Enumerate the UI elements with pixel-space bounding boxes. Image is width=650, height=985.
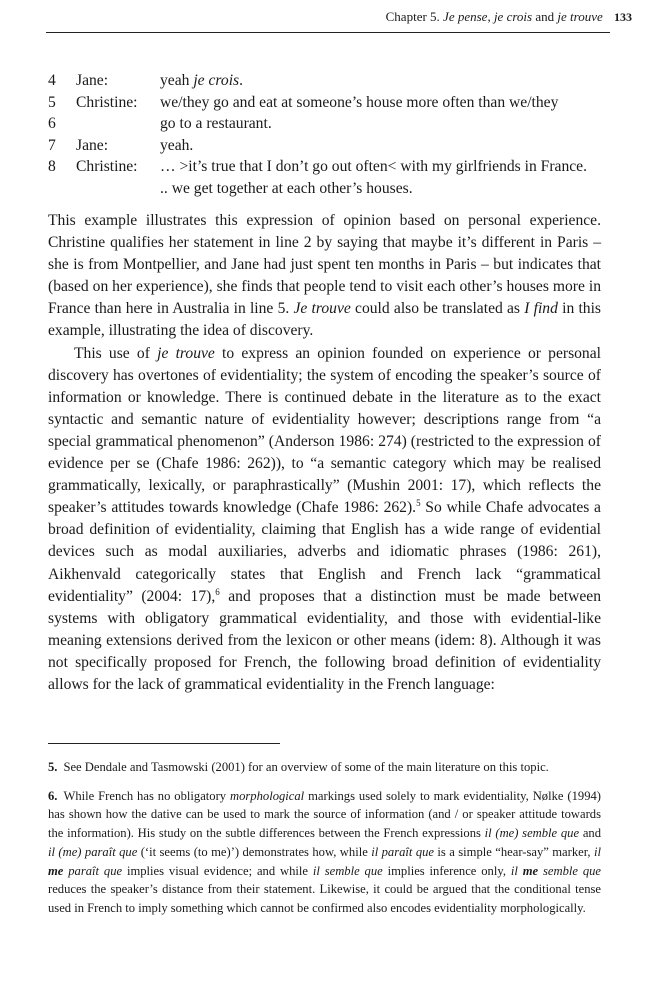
text-run: Je trouve [293,300,351,318]
header-title-part: je trouve [557,9,603,24]
footnote-ref[interactable]: 6 [215,586,220,597]
paragraph [48,343,601,697]
footnote-number: 5. [48,760,58,774]
text-run: and [579,826,601,841]
footnote-5 [48,758,601,777]
utterance: go to a restaurant. [160,115,272,132]
header-title-part: Je pense [443,9,488,24]
text-run: semble que [538,863,602,878]
footnote-ref[interactable]: 5 [416,498,421,509]
running-header [46,8,632,26]
text-run: markings used solely to mark evidentiality, Nølke (1994) has shown how the dative can be used to mark the source of information (and / or speaker attitude towards the information). His study on the subtle differences between the French expressions [48,788,601,841]
text-run: (‘it seems (to me)’) demonstrates how, while [137,844,372,859]
paragraph [48,210,601,343]
header-title-part: , [487,9,494,24]
text-run: could also be translated as [350,300,525,318]
utterance: yeah. [160,136,194,154]
utterance: we/they go and eat at someone’s house more often than we/they [160,93,559,111]
transcript-line [48,70,608,92]
utterance: .. we get together at each other’s houses. [160,179,413,197]
transcript-line [48,92,608,114]
text-run: is a simple “hear-say” marker, [434,844,594,859]
text-run: paraît que [63,863,123,878]
text-run: me [522,863,539,878]
text-run: me [48,863,64,878]
text-run: implies inference only, [382,863,511,878]
footnotes [48,758,601,928]
header-title-part: je crois [493,9,533,24]
text-run: il [510,863,523,878]
header-rule [46,32,610,33]
text-run: So while Chafe advocates a broad definition of evidentiality, claiming that English has a wide range of evidential devices such as modal auxiliaries, adverbs and idiomatic phrases (1986: 261), Aikhenvald categorically states that English and French lack “grammatical evidentiality” (2004: 17), [48,499,601,605]
line-number: 8 [48,158,56,175]
text-run: il (me) semble que [484,826,580,841]
text-run: implies visual evidence; and while [122,863,313,878]
utterance-text: je crois [193,72,240,89]
text-run: morphological [230,788,305,803]
text-run: il [593,844,601,859]
text-run: in this example, illustrating the idea of discovery. [48,300,601,340]
text-run: to express an opinion founded on experience or personal discovery has overtones of evidentiality; the system of encoding the speaker’s source of information or knowledge. There is continued debate in the literature as to the exact syntactic and semantic nature of evidentiality however; descriptions range from “a special grammatical phenomenon” (Anderson 1986: 274) (restricted to the expression of evidence per se (Chafe 1986: 262)), to “a semantic category which may be realised grammatically, lexically, or paraphrastically” (Mushin 2001: 17), which reflects the speaker’s attitudes towards knowledge (Chafe 1986: 262). [48,344,601,517]
utterance-text: . [239,72,244,89]
body-text [48,210,601,696]
line-number: 5 [48,93,56,111]
page-number: 133 [614,10,632,24]
footnote-rule [48,743,280,744]
transcript-line [48,156,608,178]
header-title-part: and [532,9,558,24]
text-run: I find [524,300,558,318]
line-number: 7 [48,136,56,154]
transcript-line [48,135,608,157]
text-run: This use of [74,344,158,362]
speaker: Christine: [76,93,138,111]
transcript-line [48,178,608,200]
transcript [48,70,608,199]
speaker: Jane: [76,72,109,89]
text-run: This example illustrates this expression of opinion based on personal experience. Christine qualifies her statement in line 2 by saying that maybe it’s different in Paris – she is from Montpellier, and Jane had just spent ten months in Paris – but indicates that (based on her experience), she finds that people tend to visit each other’s houses more in France than here in Australia in line 5. [48,212,601,318]
speaker: Jane: [76,136,109,154]
text-run: il (me) paraît que [48,844,138,859]
chapter-label: Chapter 5. [385,9,440,24]
line-number [48,178,76,200]
text-run: and proposes that a distinction must be made between systems with obligatory grammatical evidentiality, and those with evidential-like meaning extensions derived from the lexicon or other means (idem: 8). Although it was not specifically proposed for French, the following broad definition of evidentiality allows for the lack of grammatical evidentiality in the French language: [48,587,602,693]
footnote-6 [48,787,601,918]
utterance-text: yeah [160,72,194,89]
text-run: il semble que [312,863,383,878]
line-number: 6 [48,115,56,132]
speaker: Christine: [76,158,138,175]
text-run: reduces the speaker’s distance from their statement. Likewise, it could be argued that the conditional tense used in French to imply something which cannot be confirmed also encodes evidentiality morphologically. [48,882,601,915]
text-run: While French has no obligatory [63,788,231,803]
utterance [160,70,608,92]
speaker [76,178,160,200]
text-run: il paraît que [371,844,435,859]
speaker [76,113,160,135]
utterance: … >it’s true that I don’t go out often< with my girlfriends in France. [160,158,588,175]
text-run: je trouve [157,344,215,362]
footnote-text: See Dendale and Tasmowski (2001) for an overview of some of the main literature on this topic. [63,760,549,774]
transcript-line [48,113,608,135]
footnote-number: 6. [48,788,58,803]
line-number: 4 [48,72,56,89]
